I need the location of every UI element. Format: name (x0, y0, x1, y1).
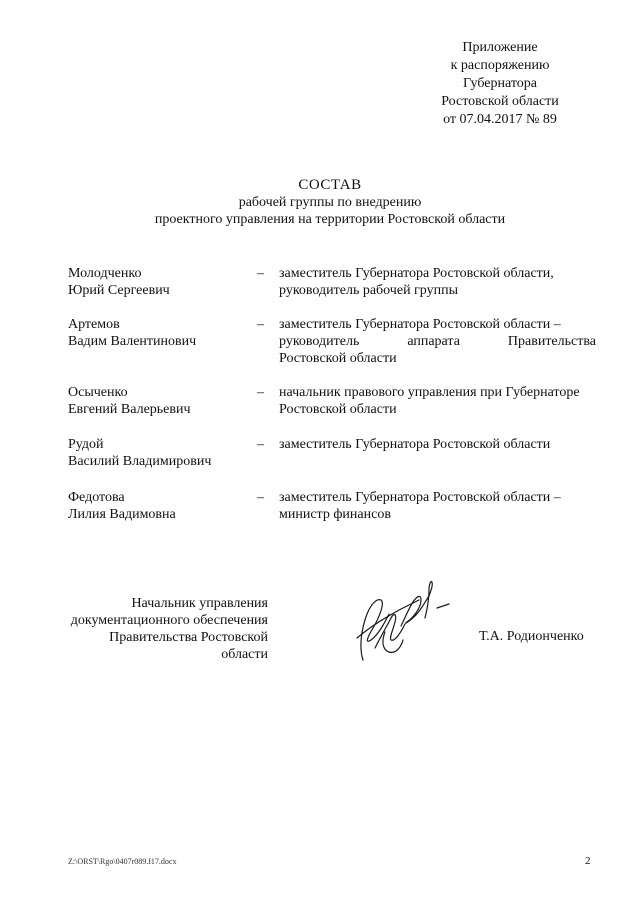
member-name (68, 316, 243, 350)
member-surname: Артемов (68, 317, 120, 332)
member-position (279, 265, 596, 299)
member-given-name: Юрий Сергеевич (68, 283, 170, 298)
title-line: рабочей группы по внедрению (238, 195, 422, 210)
member-dash: – (257, 317, 264, 332)
page-number: 2 (585, 855, 591, 867)
member-surname: Молодченко (68, 266, 142, 281)
member-position (279, 489, 596, 523)
member-position-line: заместитель Губернатора Ростовской области – (279, 490, 561, 505)
signatory-title-line: документационного обеспечения (70, 613, 268, 628)
member-given-name: Евгений Валерьевич (68, 402, 191, 417)
member-position-line: министр финансов (279, 507, 391, 522)
member-position-line: заместитель Губернатора Ростовской области, (279, 266, 554, 281)
member-position (279, 384, 596, 418)
member-surname: Осыченко (68, 385, 128, 400)
member-position-line: заместитель Губернатора Ростовской области (279, 437, 551, 452)
member-name (68, 265, 243, 299)
appendix-date-number: от 07.04.2017 № 89 (443, 112, 557, 127)
member-position-line: начальник правового управления при Губернаторе (279, 385, 580, 400)
member-name (68, 384, 243, 418)
signatory-title-line: Правительства Ростовской области (109, 630, 268, 662)
member-dash: – (257, 490, 264, 505)
appendix-header (420, 39, 580, 129)
title-line: проектного управления на территории Ростовской области (154, 212, 506, 227)
title-main: СОСТАВ (298, 177, 362, 193)
member-row (68, 265, 596, 316)
member-position-line: Ростовской области (279, 351, 397, 366)
signatory-name: Т.А. Родионченко (479, 629, 584, 644)
handwritten-signature (345, 578, 455, 668)
member-surname: Федотова (68, 490, 125, 505)
member-surname: Рудой (68, 437, 104, 452)
member-name (68, 489, 243, 523)
document-title (60, 177, 600, 228)
member-dash: – (257, 385, 264, 400)
member-position-line: Ростовской области (279, 402, 397, 417)
appendix-line: Губернатора (462, 76, 538, 91)
member-position (279, 316, 596, 367)
member-given-name: Василий Владимирович (68, 454, 212, 469)
member-row (68, 384, 596, 436)
member-position-line: заместитель Губернатора Ростовской области – (279, 317, 561, 332)
appendix-line: Приложение (462, 40, 538, 55)
member-name (68, 436, 243, 470)
member-given-name: Лилия Вадимовна (68, 507, 176, 522)
member-dash: – (257, 437, 264, 452)
member-row (68, 489, 596, 529)
member-position-line: руководитель аппарата Правительства (279, 334, 596, 349)
appendix-line: Ростовской области (441, 94, 559, 109)
file-path: Z:\ORST\Rgo\0407r089.f17.docx (68, 857, 177, 866)
member-position (279, 436, 596, 453)
member-dash: – (257, 266, 264, 281)
member-given-name: Вадим Валентинович (68, 334, 197, 349)
member-position-line: руководитель рабочей группы (279, 283, 459, 298)
member-row (68, 436, 596, 489)
member-row (68, 316, 596, 384)
signatory-title (68, 595, 268, 663)
members-list (68, 265, 596, 529)
appendix-line: к распоряжению (450, 58, 550, 73)
signatory-title-line: Начальник управления (131, 596, 268, 611)
